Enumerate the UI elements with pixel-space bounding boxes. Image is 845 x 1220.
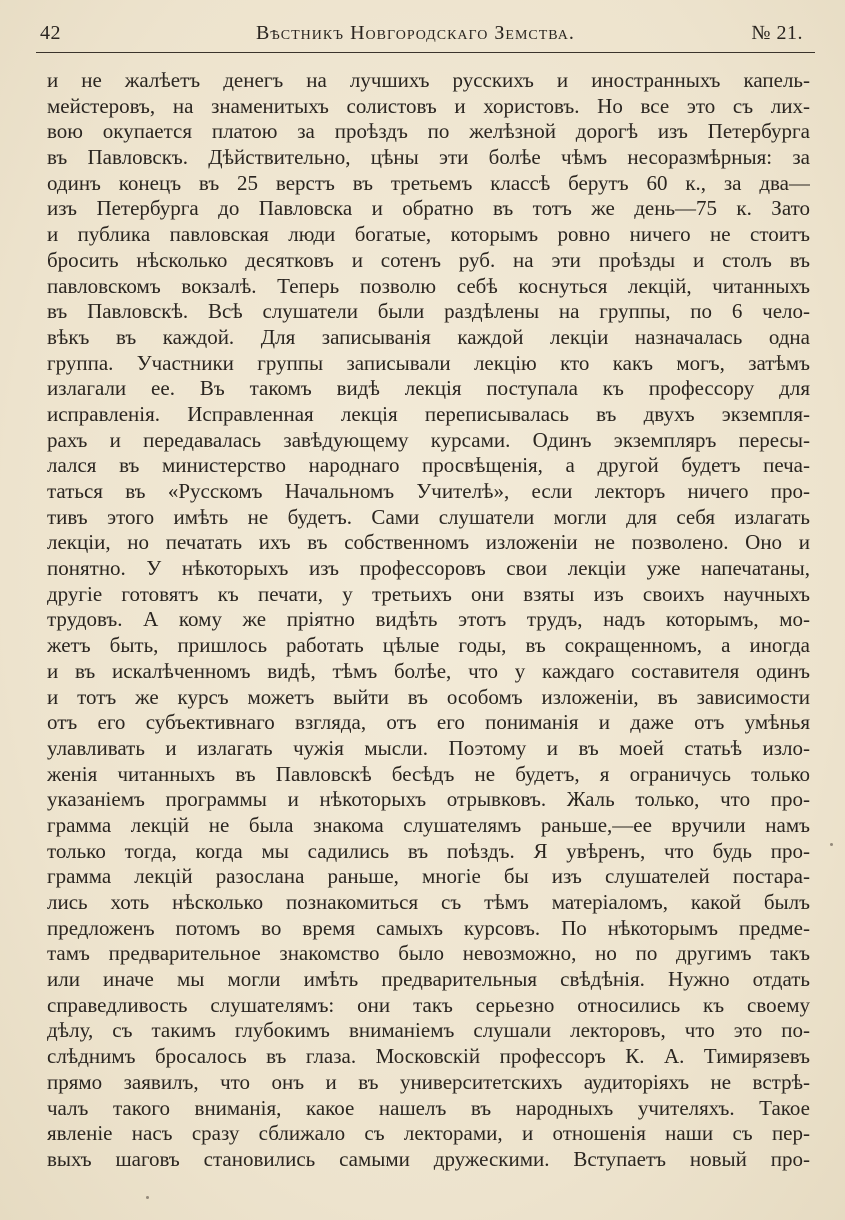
text-line: предложенъ потомъ во время самыхъ курсовъ. По нѣкоторымъ предме- [47, 915, 810, 940]
text-line: прямо заявилъ, что онъ и въ университетскихъ аудиторіяхъ не встрѣ- [47, 1069, 810, 1094]
text-line: изъ Петербурга до Павловска и обратно въ тотъ же день—75 к. Зато [47, 196, 810, 221]
text-line: указаніемъ программы и нѣкоторыхъ отрывковъ. Жаль только, что про- [47, 787, 810, 812]
text-line: выхъ шаговъ становились самыми дружескими. Вступаетъ новый про- [47, 1146, 810, 1171]
text-line: группа. Участники группы записывали лекцію кто какъ могъ, затѣмъ [47, 350, 810, 375]
text-line: явленіе насъ сразу сближало съ лекторами, и отношенія наши съ пер- [47, 1121, 810, 1146]
text-line: таться въ «Русскомъ Начальномъ Учителѣ», если лекторъ ничего про- [47, 479, 810, 503]
issue-number: № 21. [751, 22, 803, 44]
text-line: улавливать и излагать чужія мысли. Поэтому и въ моей статьѣ изло- [47, 735, 810, 760]
text-line: грамма лекцій не была знакома слушателямъ раньше,—ее вручили намъ [47, 812, 810, 837]
text-line: павловскомъ вокзалѣ. Теперь позволю себѣ коснуться лекцій, читанныхъ [47, 273, 810, 298]
running-header [40, 22, 815, 48]
text-line: чалъ такого вниманія, какое нашелъ въ народныхъ учителяхъ. Такое [47, 1095, 810, 1120]
text-line: слѣднимъ бросалось въ глаза. Московскій профессоръ К. А. Тимирязевъ [47, 1044, 810, 1069]
text-line: вѣкъ въ каждой. Для записыванія каждой лекціи назначалась одна [47, 324, 810, 349]
text-line: и не жалѣетъ денегъ на лучшихъ русскихъ и иностранныхъ капель- [47, 68, 810, 92]
text-line: тивъ этого имѣть не будетъ. Сами слушатели могли для себя излагать [47, 504, 810, 529]
text-line: другіе готовятъ къ печати, у третьихъ они взяты изъ своихъ научныхъ [47, 581, 810, 606]
text-line: лекціи, но печатать ихъ въ собственномъ изложеніи не позволено. Оно и [47, 530, 810, 555]
text-line: женія читанныхъ въ Павловскѣ бесѣдъ не будетъ, я ограничусь только [47, 761, 810, 786]
text-line: понятно. У нѣкоторыхъ изъ профессоровъ свои лекціи уже напечатаны, [47, 556, 810, 581]
text-line: и въ искалѣченномъ видѣ, тѣмъ болѣе, что у каждаго составителя одинъ [47, 658, 810, 683]
text-line: жетъ быть, пришлось работать цѣлые годы, въ сокращенномъ, а иногда [47, 633, 810, 658]
text-line: дѣлу, съ такимъ глубокимъ вниманіемъ слушали лекторовъ, что это по- [47, 1018, 810, 1043]
journal-title: Вѣстникъ Новгородскаго Земства. [256, 22, 575, 44]
text-line: или иначе мы могли имѣть предварительныя свѣдѣнія. Нужно отдать [47, 967, 810, 992]
page-number: 42 [40, 22, 61, 44]
text-line: въ Павловскъ. Дѣйствительно, цѣны эти болѣе чѣмъ несоразмѣрныя: за [47, 145, 810, 170]
text-line: и публика павловская люди богатые, которымъ ровно ничего не стоитъ [47, 222, 810, 247]
header-rule [36, 52, 815, 53]
text-line: грамма лекцій разослана раньше, многіе бы изъ слушателей постара- [47, 864, 810, 889]
text-line: тамъ предварительное знакомство было невозможно, но по другимъ такъ [47, 941, 810, 966]
text-line: лись хоть нѣсколько познакомиться съ тѣмъ матеріаломъ, какой былъ [47, 890, 810, 914]
text-line: бросить нѣсколько десятковъ и сотенъ руб. на эти проѣзды и столъ въ [47, 247, 810, 272]
text-line: справедливость слушателямъ: они такъ серьезно относились къ своему [47, 992, 810, 1017]
text-line: мейстеровъ, на знаменитыхъ солистовъ и хористовъ. Но все это съ лих- [47, 93, 810, 118]
text-line: трудовъ. А кому же пріятно видѣть этотъ трудъ, надъ которымъ, мо- [47, 607, 810, 632]
text-line: лался въ министерство народнаго просвѣщенія, а другой будетъ печа- [47, 453, 810, 478]
text-line: излагали ее. Въ такомъ видѣ лекція поступала къ профессору для [47, 376, 810, 401]
paper-speck [146, 1196, 149, 1199]
text-line: вою окупается платою за проѣздъ по желѣзной дорогѣ изъ Петербурга [47, 119, 810, 144]
text-line: и тотъ же курсъ можетъ выйти въ особомъ изложеніи, въ зависимости [47, 684, 810, 709]
text-line: отъ его субъективнаго взгляда, отъ его пониманія и даже отъ умѣнья [47, 710, 810, 735]
text-line: одинъ конецъ въ 25 верстъ въ третьемъ классѣ берутъ 60 к., за два— [47, 170, 810, 195]
paper-speck [830, 843, 833, 846]
text-line: только тогда, когда мы садились въ поѣздъ. Я увѣренъ, что будь про- [47, 838, 810, 863]
body-text [47, 68, 810, 1173]
text-line: исправленія. Исправленная лекція переписывалась въ двухъ экземпля- [47, 401, 810, 426]
text-line: рахъ и передавалась завѣдующему курсами. Одинъ экземпляръ пересы- [47, 427, 810, 452]
text-line: въ Павловскѣ. Всѣ слушатели были раздѣлены на группы, по 6 чело- [47, 299, 810, 324]
